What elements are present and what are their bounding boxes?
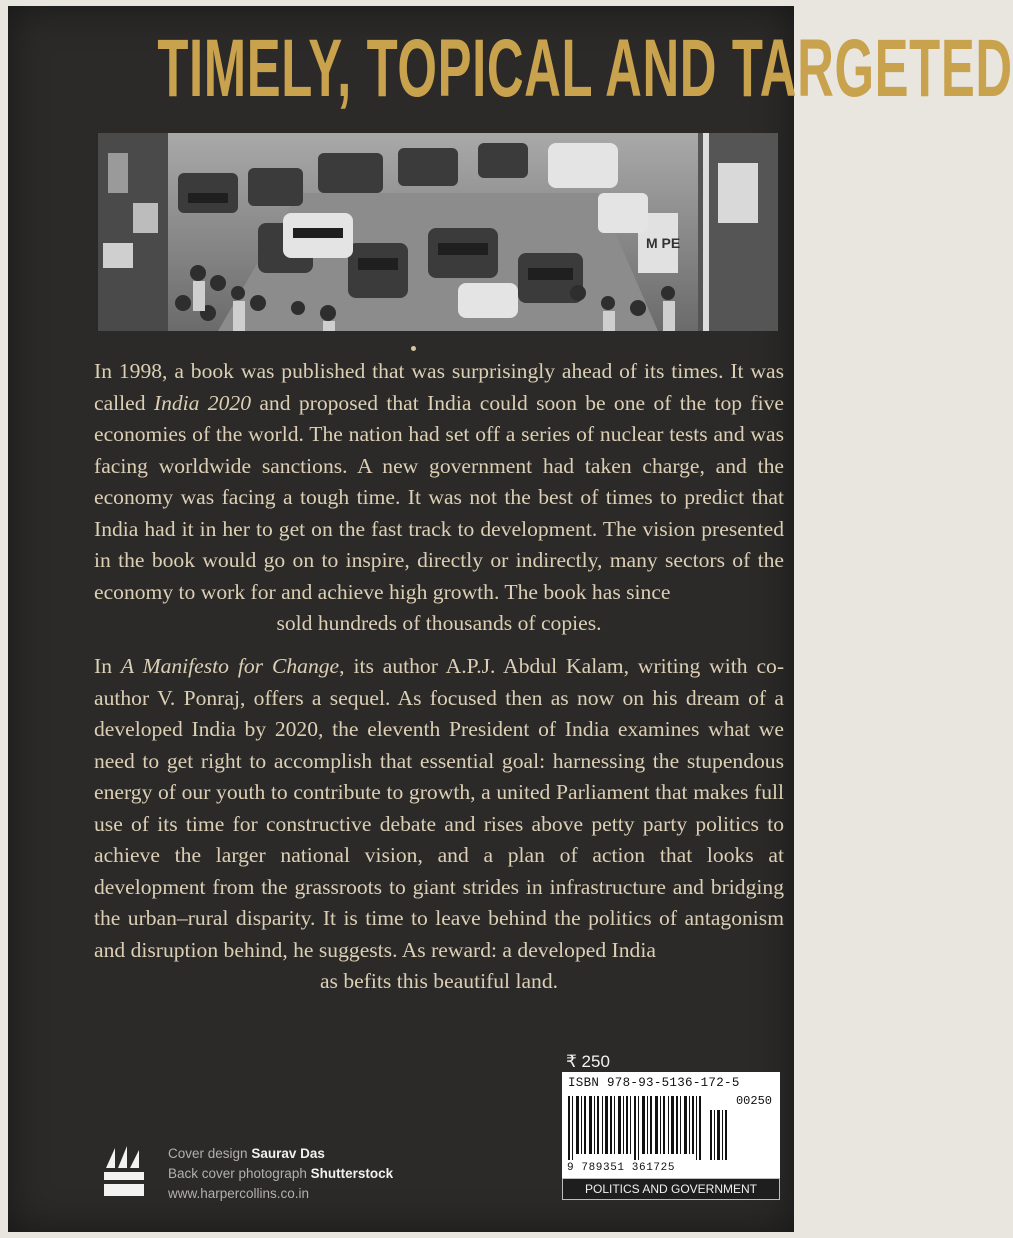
back-cover xyxy=(8,6,1013,1232)
blurb-text: In 1998, a book was published that was surprisingly ahead of its times. It was called xyxy=(94,359,784,415)
publisher-url: www.harpercollins.co.in xyxy=(168,1186,310,1201)
harpercollins-logo xyxy=(102,1144,148,1205)
blurb-text: , its author A.P.J. Abdul Kalam, writing with co-author V. Ponraj, offers a sequel. As focused then as now on his dream of a developed India by 2020, the eleventh President of India examines what we need to get right to accomplish that essential goal: harnessing the stupendous energy of our youth to contribute to growth, a united Parliament that makes full use of its time for constructive debate and rises above petty party politics to achieve the larger national vision, and a plan of action that looks at development from the grassroots to giant strides in infrastructure and bridging the urban–rural disparity. It is time to leave behind the politics of antagonism and disruption behind, he suggests. As reward: a developed India xyxy=(94,654,785,962)
blurb-last-line: as befits this beautiful land. xyxy=(319,969,559,993)
book-title-manifesto: A Manifesto for Change xyxy=(120,654,340,678)
headline: TIMELY, TOPICAL AND TARGETED xyxy=(157,23,1013,114)
street-traffic-photo xyxy=(98,133,778,331)
price: ₹ 250 xyxy=(566,1052,610,1071)
photo-credit-label: Back cover photograph xyxy=(168,1166,307,1181)
photo-credit: Shutterstock xyxy=(310,1166,394,1181)
barcode-addon: 00250 xyxy=(735,1094,772,1108)
isbn-number: ISBN 978-93-5136-172-5 xyxy=(568,1076,740,1090)
subject-category: POLITICS AND GOVERNMENT xyxy=(562,1178,780,1200)
separator-dot xyxy=(411,346,416,351)
blurb-paragraph-1 xyxy=(94,356,784,640)
sign-text: M PE xyxy=(646,235,681,251)
isbn-barcode xyxy=(562,1072,780,1180)
barcode-digits: 9 789351 361725 xyxy=(567,1162,676,1174)
blurb-text: and proposed that India could soon be one of the top five economies of the world. The nation had set off a series of nuclear tests and was facing worldwide sanctions. A new government had taken charge, and the economy was facing a tough time. It was not the best of times to predict that India had it in her to get on the fast track to development. The vision presented in the book would go on to inspire, directly or indirectly, many sectors of the economy to work for and achieve high growth. The book has since xyxy=(94,390,784,604)
cover-design-label: Cover design xyxy=(168,1146,248,1161)
credits xyxy=(168,1144,393,1204)
cover-designer: Saurav Das xyxy=(251,1146,325,1161)
barcode-bars xyxy=(568,1096,728,1160)
blurb-paragraph-2 xyxy=(94,651,784,998)
book-title-india-2020: India 2020 xyxy=(153,390,251,415)
blurb-last-line: sold hundreds of thousands of copies. xyxy=(276,611,602,635)
blurb-text: In xyxy=(94,654,121,678)
